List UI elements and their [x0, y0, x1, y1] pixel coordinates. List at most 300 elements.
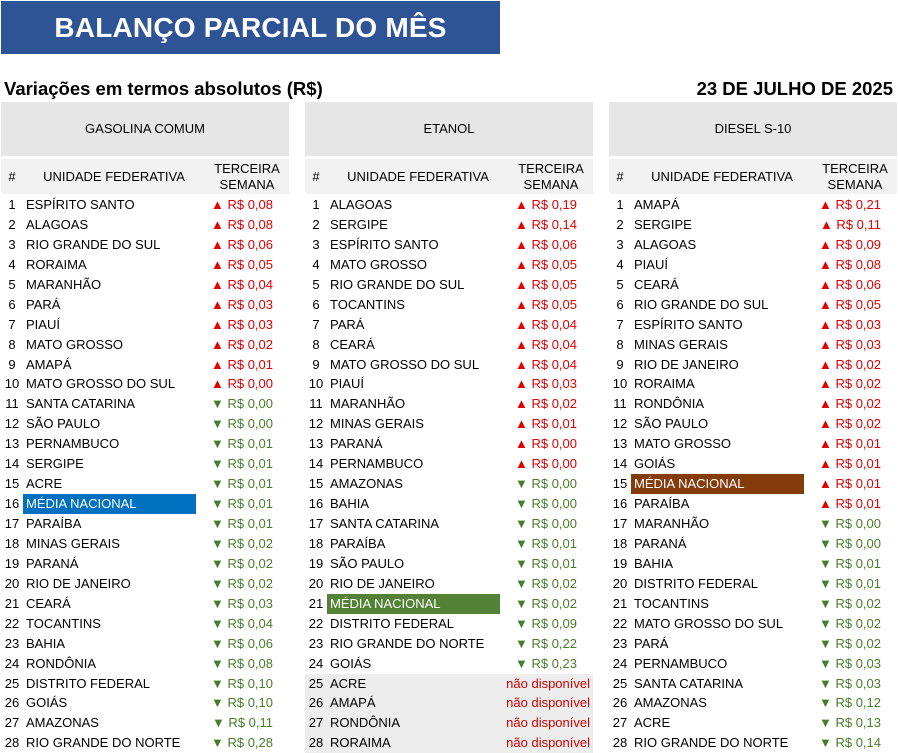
row-state-name: MINAS GERAIS: [330, 416, 424, 432]
row-rank: 10: [612, 376, 628, 392]
row-state-name: BAHIA: [26, 635, 66, 651]
row-state-name: DISTRITO FEDERAL: [26, 675, 151, 691]
table-row: [1, 215, 289, 235]
variation-up-value: ▲ R$ 0,06: [210, 236, 273, 252]
row-rank: 18: [4, 535, 20, 551]
table-row: [609, 574, 897, 594]
row-state-name: PIAUÍ: [330, 376, 364, 392]
variation-up-value: ▲ R$ 0,05: [514, 296, 577, 312]
column-header-week: TERCEIRA SEMANA: [822, 160, 888, 192]
row-state-name: PARAÍBA: [330, 535, 386, 551]
row-rank: 19: [308, 555, 324, 571]
table-row: [1, 733, 289, 753]
row-rank: 25: [612, 675, 628, 691]
row-state-name: CEARÁ: [26, 595, 71, 611]
table-row: [609, 355, 897, 375]
row-rank: 12: [308, 416, 324, 432]
ranking-list: [1, 195, 289, 753]
variation-up-value: ▲ R$ 0,00: [210, 376, 273, 392]
variation-down-value: ▼ R$ 0,01: [514, 535, 577, 551]
table-row: [1, 235, 289, 255]
variation-down-value: ▼ R$ 0,03: [818, 675, 881, 691]
row-state-name: PIAUÍ: [634, 256, 668, 272]
row-state-name: RORAIMA: [330, 735, 391, 751]
variation-up-value: ▲ R$ 0,09: [818, 236, 881, 252]
row-rank: 3: [616, 236, 624, 252]
row-state-name: CEARÁ: [634, 276, 679, 292]
table-row: [1, 674, 289, 694]
table-row: [609, 255, 897, 275]
variation-up-value: ▲ R$ 0,04: [514, 336, 577, 352]
column-header-uf: UNIDADE FEDERATIVA: [43, 169, 185, 184]
row-rank: 9: [616, 356, 624, 372]
ranking-list: [305, 195, 593, 753]
row-rank: 7: [616, 316, 624, 332]
row-rank: 16: [308, 496, 324, 512]
table-row: [1, 554, 289, 574]
row-rank: 9: [8, 356, 16, 372]
table-row: [1, 335, 289, 355]
variation-up-value: ▲ R$ 0,01: [818, 476, 881, 492]
row-state-name: ACRE: [26, 476, 63, 492]
variation-up-value: ▲ R$ 0,08: [210, 197, 273, 212]
variation-up-value: ▲ R$ 0,06: [818, 276, 881, 292]
national-average-label: MÉDIA NACIONAL: [23, 494, 196, 514]
table-row: [305, 414, 593, 434]
table-row: [609, 275, 897, 295]
row-rank: 13: [308, 436, 324, 452]
row-rank: 20: [612, 575, 628, 591]
row-state-name: MATO GROSSO: [26, 336, 124, 352]
table-row: [1, 295, 289, 315]
row-state-name: PARÁ: [634, 635, 669, 651]
row-rank: 5: [616, 276, 624, 292]
variation-up-value: ▲ R$ 0,02: [818, 396, 881, 412]
row-state-name: SERGIPE: [26, 456, 84, 472]
table-row: [305, 514, 593, 534]
table-row: [305, 574, 593, 594]
row-state-name: GOIÁS: [26, 695, 68, 711]
row-rank: 3: [8, 236, 16, 252]
table-row: [609, 634, 897, 654]
row-rank: 26: [4, 695, 20, 711]
table-row: [609, 394, 897, 414]
table-row: [1, 355, 289, 375]
variation-up-value: ▲ R$ 0,00: [514, 456, 577, 472]
variation-down-value: ▼ R$ 0,00: [818, 535, 881, 551]
variation-down-value: ▼ R$ 0,03: [818, 655, 881, 671]
row-rank: 24: [612, 655, 628, 671]
row-rank: 11: [613, 396, 627, 412]
row-rank: 28: [308, 735, 324, 751]
table-row: [609, 494, 897, 514]
variation-up-value: ▲ R$ 0,03: [210, 316, 273, 332]
table-row: [609, 594, 897, 614]
row-rank: 14: [612, 456, 628, 472]
row-rank: 12: [4, 416, 20, 432]
row-state-name: SERGIPE: [330, 216, 388, 232]
variation-down-value: ▼ R$ 0,01: [210, 436, 273, 452]
variation-down-value: ▼ R$ 0,10: [210, 675, 273, 691]
column-header-week: TERCEIRA SEMANA: [518, 160, 584, 192]
table-row: [1, 454, 289, 474]
variation-down-value: ▼ R$ 0,02: [514, 575, 577, 591]
variation-unavailable: não disponível: [506, 735, 590, 751]
variation-down-value: ▼ R$ 0,06: [210, 635, 273, 651]
variation-down-value: ▼ R$ 0,09: [514, 615, 577, 631]
row-state-name: BAHIA: [634, 555, 674, 571]
variation-down-value: ▼ R$ 0,23: [514, 655, 577, 671]
row-rank: 17: [612, 516, 628, 531]
row-state-name: RIO GRANDE DO NORTE: [634, 735, 789, 751]
variation-down-value: ▼ R$ 0,02: [514, 595, 577, 611]
panel-etanol: [305, 102, 593, 753]
variation-down-value: ▼ R$ 0,00: [210, 416, 273, 432]
table-row: [609, 235, 897, 255]
row-rank: 8: [616, 336, 624, 352]
row-rank: 17: [4, 516, 20, 531]
table-row: [305, 394, 593, 414]
variation-down-value: ▼ R$ 0,12: [818, 695, 881, 711]
row-state-name: PARAÍBA: [26, 516, 82, 531]
row-state-name: RONDÔNIA: [330, 715, 401, 731]
row-rank: 15: [308, 476, 324, 492]
variation-down-value: ▼ R$ 0,01: [210, 476, 273, 492]
variation-down-value: ▼ R$ 0,00: [818, 516, 881, 531]
row-state-name: DISTRITO FEDERAL: [634, 575, 759, 591]
table-row: [609, 434, 897, 454]
row-state-name: GOIÁS: [634, 456, 676, 472]
row-rank: 11: [5, 396, 19, 412]
variation-up-value: ▲ R$ 0,03: [210, 296, 273, 312]
row-rank: 25: [4, 675, 20, 691]
variation-up-value: ▲ R$ 0,11: [819, 216, 881, 232]
row-state-name: RIO DE JANEIRO: [634, 356, 739, 372]
table-row: [305, 295, 593, 315]
table-row: [305, 674, 593, 694]
table-row: [609, 713, 897, 733]
row-rank: 24: [308, 655, 324, 671]
row-rank: 19: [4, 555, 20, 571]
variation-down-value: ▼ R$ 0,01: [210, 496, 273, 512]
variation-up-value: ▲ R$ 0,14: [514, 216, 577, 232]
row-rank: 2: [312, 216, 320, 232]
variation-unavailable: não disponível: [506, 695, 590, 711]
row-rank: 26: [308, 695, 324, 711]
table-row: [609, 315, 897, 335]
variation-down-value: ▼ R$ 0,01: [818, 575, 881, 591]
column-header-row: [609, 159, 897, 194]
variation-down-value: ▼ R$ 0,28: [210, 735, 273, 751]
table-row: [305, 355, 593, 375]
variation-up-value: ▲ R$ 0,08: [818, 256, 881, 272]
table-row: [1, 594, 289, 614]
panel-title: GASOLINA COMUM: [1, 102, 289, 156]
row-rank: 21: [308, 595, 324, 611]
row-state-name: ALAGOAS: [634, 236, 697, 252]
row-state-name: PARANÁ: [330, 436, 383, 452]
row-rank: 6: [616, 296, 624, 312]
table-row: [1, 414, 289, 434]
row-state-name: AMAZONAS: [26, 715, 99, 731]
variation-down-value: ▼ R$ 0,02: [818, 615, 881, 631]
table-row: [305, 594, 593, 614]
table-row: [305, 614, 593, 634]
variation-down-value: ▼ R$ 0,02: [818, 595, 881, 611]
variation-up-value: ▲ R$ 0,03: [818, 316, 881, 332]
row-state-name: ACRE: [634, 715, 671, 731]
row-state-name: RIO DE JANEIRO: [330, 575, 435, 591]
table-row: [1, 434, 289, 454]
table-row: [1, 514, 289, 534]
variation-up-value: ▲ R$ 0,03: [514, 376, 577, 392]
row-state-name: RIO GRANDE DO SUL: [26, 236, 161, 252]
row-rank: 23: [4, 635, 20, 651]
table-row: [609, 733, 897, 753]
variation-down-value: ▼ R$ 0,01: [514, 555, 577, 571]
variation-down-value: ▼ R$ 0,13: [818, 715, 881, 731]
table-row: [1, 315, 289, 335]
row-state-name: SANTA CATARINA: [330, 516, 440, 531]
row-rank: 1: [616, 197, 624, 212]
table-row: [1, 255, 289, 275]
row-rank: 20: [4, 575, 20, 591]
row-rank: 7: [312, 316, 320, 332]
table-row: [1, 713, 289, 733]
row-rank: 12: [612, 416, 628, 432]
table-row: [305, 693, 593, 713]
variation-up-value: ▲ R$ 0,01: [818, 456, 881, 472]
table-row: [1, 634, 289, 654]
row-state-name: AMAPÁ: [634, 197, 680, 212]
row-state-name: ESPÍRITO SANTO: [330, 236, 439, 252]
row-state-name: DISTRITO FEDERAL: [330, 615, 455, 631]
table-row: [609, 693, 897, 713]
variation-down-value: ▼ R$ 0,00: [514, 496, 577, 512]
panel-title: DIESEL S-10: [609, 102, 897, 156]
row-state-name: MARANHÃO: [26, 276, 102, 292]
row-state-name: MINAS GERAIS: [26, 535, 120, 551]
table-row: [305, 713, 593, 733]
table-row: [609, 554, 897, 574]
report-title-banner: [1, 1, 500, 54]
row-state-name: PARÁ: [26, 296, 61, 312]
variation-down-value: ▼ R$ 0,00: [514, 476, 577, 492]
row-rank: 20: [308, 575, 324, 591]
row-state-name: AMAPÁ: [26, 356, 72, 372]
column-header-uf: UNIDADE FEDERATIVA: [651, 169, 793, 184]
row-state-name: AMAPÁ: [330, 695, 376, 711]
table-row: [1, 494, 289, 514]
variation-down-value: ▼ R$ 0,04: [210, 615, 273, 631]
table-row: [1, 195, 289, 215]
variation-down-value: ▼ R$ 0,02: [210, 575, 273, 591]
table-row: [1, 614, 289, 634]
variation-up-value: ▲ R$ 0,01: [514, 416, 577, 432]
table-row: [305, 733, 593, 753]
row-state-name: AMAZONAS: [634, 695, 707, 711]
row-rank: 27: [4, 715, 20, 731]
row-state-name: PERNAMBUCO: [634, 655, 728, 671]
row-state-name: RIO DE JANEIRO: [26, 575, 131, 591]
panel-title: ETANOL: [305, 102, 593, 156]
table-row: [1, 394, 289, 414]
panel-diesel-s10: [609, 102, 897, 753]
table-row: [1, 534, 289, 554]
row-state-name: MARANHÃO: [634, 516, 710, 531]
row-rank: 11: [309, 396, 323, 412]
row-rank: 19: [612, 555, 628, 571]
row-rank: 28: [612, 735, 628, 751]
row-rank: 1: [312, 197, 320, 212]
row-rank: 10: [4, 376, 20, 392]
variation-up-value: ▲ R$ 0,05: [514, 256, 577, 272]
row-rank: 15: [4, 476, 20, 492]
row-rank: 22: [308, 615, 324, 631]
row-state-name: ACRE: [330, 675, 367, 691]
row-state-name: TOCANTINS: [26, 615, 101, 631]
row-state-name: MATO GROSSO DO SUL: [634, 615, 784, 631]
row-state-name: ALAGOAS: [330, 197, 393, 212]
report-subtitle: Variações em termos absolutos (R$): [4, 78, 323, 99]
variation-unavailable: não disponível: [506, 715, 590, 731]
table-row: [1, 693, 289, 713]
variation-down-value: ▼ R$ 0,22: [514, 635, 577, 651]
table-row: [609, 195, 897, 215]
panel-gasolina-comum: [1, 102, 289, 753]
row-rank: 7: [8, 316, 16, 332]
row-state-name: PIAUÍ: [26, 316, 60, 332]
row-state-name: ESPÍRITO SANTO: [634, 316, 743, 332]
row-rank: 2: [616, 216, 624, 232]
table-row: [609, 614, 897, 634]
table-row: [609, 295, 897, 315]
variation-down-value: ▼ R$ 0,01: [210, 456, 273, 472]
table-row: [609, 374, 897, 394]
row-rank: 23: [612, 635, 628, 651]
table-row: [305, 474, 593, 494]
row-rank: 4: [8, 256, 16, 272]
report-date: 23 DE JULHO DE 2025: [696, 78, 893, 99]
row-state-name: MATO GROSSO: [330, 256, 428, 272]
row-rank: 26: [612, 695, 628, 711]
row-rank: 6: [312, 296, 320, 312]
row-state-name: PERNAMBUCO: [26, 436, 120, 452]
variation-down-value: ▼ R$ 0,01: [818, 555, 881, 571]
row-state-name: CEARÁ: [330, 336, 375, 352]
row-state-name: SANTA CATARINA: [26, 396, 136, 412]
table-row: [305, 454, 593, 474]
row-rank: 25: [308, 675, 324, 691]
row-rank: 24: [4, 655, 20, 671]
table-row: [609, 335, 897, 355]
row-state-name: GOIÁS: [330, 655, 372, 671]
table-row: [305, 335, 593, 355]
variation-up-value: ▲ R$ 0,06: [514, 236, 577, 252]
variation-up-value: ▲ R$ 0,04: [210, 276, 273, 292]
table-row: [305, 374, 593, 394]
table-row: [305, 195, 593, 215]
row-rank: 4: [616, 256, 624, 272]
variation-up-value: ▲ R$ 0,05: [818, 296, 881, 312]
variation-up-value: ▲ R$ 0,01: [818, 496, 881, 512]
row-state-name: PARANÁ: [26, 555, 79, 571]
row-rank: 17: [308, 516, 324, 531]
row-rank: 28: [4, 735, 20, 751]
row-rank: 8: [312, 336, 320, 352]
variation-down-value: ▼ R$ 0,03: [210, 595, 273, 611]
row-rank: 22: [4, 615, 20, 631]
table-row: [609, 514, 897, 534]
table-row: [305, 315, 593, 335]
variation-down-value: ▼ R$ 0,02: [818, 635, 881, 651]
variation-up-value: ▲ R$ 0,08: [210, 216, 273, 232]
variation-down-value: ▼ R$ 0,01: [210, 516, 273, 531]
column-header-number: #: [616, 169, 624, 184]
variation-up-value: ▲ R$ 0,02: [818, 416, 881, 432]
row-state-name: SÃO PAULO: [26, 416, 101, 432]
row-rank: 13: [4, 436, 20, 452]
column-header-week: TERCEIRA SEMANA: [214, 160, 280, 192]
row-rank: 16: [4, 496, 20, 512]
column-header-uf: UNIDADE FEDERATIVA: [347, 169, 489, 184]
table-row: [305, 554, 593, 574]
row-rank: 21: [612, 595, 628, 611]
table-row: [305, 494, 593, 514]
variation-down-value: ▼ R$ 0,14: [818, 735, 881, 751]
row-state-name: MATO GROSSO DO SUL: [26, 376, 176, 392]
national-average-label: MÉDIA NACIONAL: [631, 474, 804, 494]
row-rank: 18: [612, 535, 628, 551]
variation-down-value: ▼ R$ 0,00: [210, 396, 273, 412]
row-state-name: MATO GROSSO: [634, 436, 732, 452]
variation-up-value: ▲ R$ 0,02: [514, 396, 577, 412]
row-state-name: TOCANTINS: [330, 296, 405, 312]
variation-down-value: ▼ R$ 0,08: [210, 655, 273, 671]
row-state-name: RONDÔNIA: [26, 655, 97, 671]
row-rank: 5: [8, 276, 16, 292]
table-row: [305, 235, 593, 255]
variation-up-value: ▲ R$ 0,00: [514, 436, 577, 452]
table-row: [305, 275, 593, 295]
variation-up-value: ▲ R$ 0,05: [210, 256, 273, 272]
table-row: [609, 474, 897, 494]
variation-up-value: ▲ R$ 0,02: [818, 376, 881, 392]
row-state-name: RIO GRANDE DO NORTE: [330, 635, 485, 651]
table-row: [305, 255, 593, 275]
table-row: [305, 215, 593, 235]
column-header-number: #: [312, 169, 320, 184]
row-rank: 13: [612, 436, 628, 452]
row-state-name: BAHIA: [330, 496, 370, 512]
table-row: [609, 215, 897, 235]
column-header-row: [1, 159, 289, 194]
row-rank: 15: [612, 476, 628, 492]
row-rank: 22: [612, 615, 628, 631]
row-rank: 21: [4, 595, 20, 611]
row-state-name: SERGIPE: [634, 216, 692, 232]
table-row: [1, 374, 289, 394]
table-row: [305, 534, 593, 554]
row-state-name: ALAGOAS: [26, 216, 89, 232]
row-state-name: PERNAMBUCO: [330, 456, 424, 472]
row-rank: 5: [312, 276, 320, 292]
table-row: [305, 634, 593, 654]
variation-up-value: ▲ R$ 0,19: [514, 197, 577, 212]
row-state-name: AMAZONAS: [330, 476, 403, 492]
row-state-name: PARAÍBA: [634, 496, 690, 512]
variation-up-value: ▲ R$ 0,01: [818, 436, 881, 452]
